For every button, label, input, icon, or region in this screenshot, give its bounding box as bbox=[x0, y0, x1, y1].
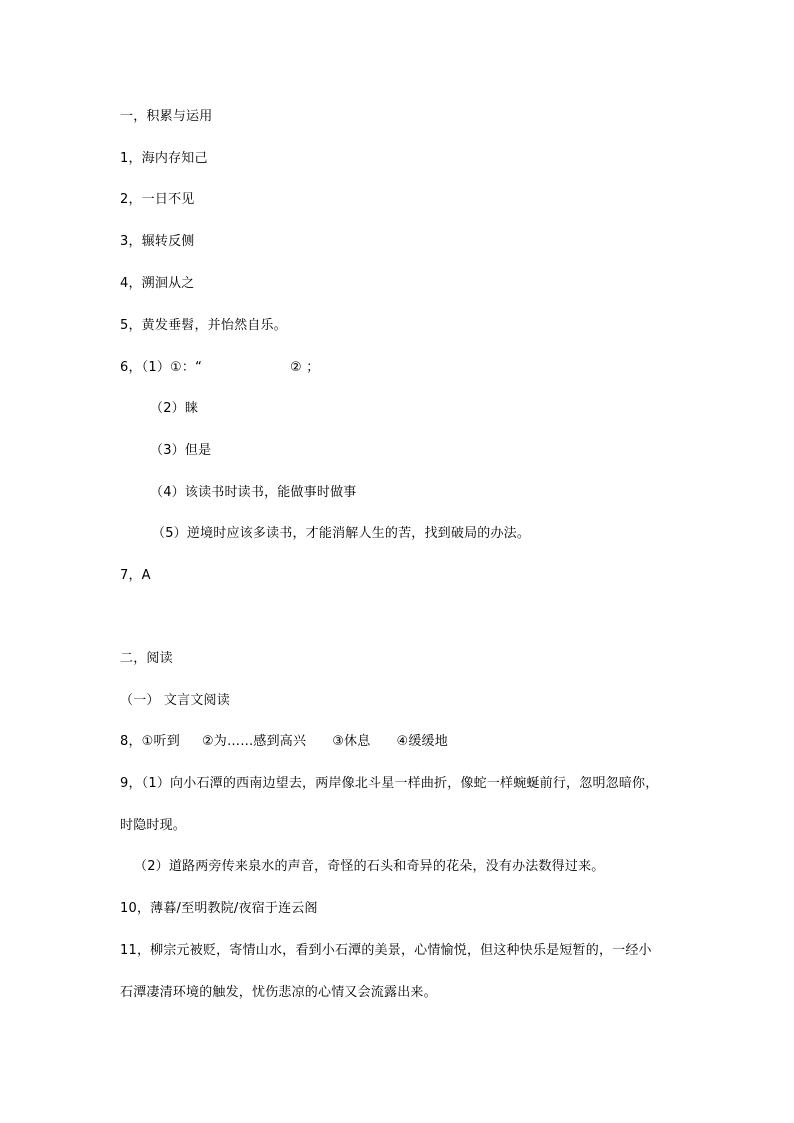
answer-8-c: ③休息 bbox=[332, 734, 371, 749]
section-heading-reading: 二，阅读 bbox=[120, 651, 173, 666]
answer-4: 4，溯洄从之 bbox=[120, 276, 195, 291]
answer-8-b: ②为……感到高兴 bbox=[201, 734, 307, 749]
answer-9-part-1-continued: 时隐时现。 bbox=[120, 818, 187, 833]
answer-6-part-4: （4）该读书时读书，能做事时做事 bbox=[150, 485, 357, 500]
answer-8-d: ④缓缓地 bbox=[396, 734, 448, 749]
answer-8-a: 8，①听到 bbox=[120, 734, 180, 749]
subsection-heading-classical: （一） 文言文阅读 bbox=[120, 693, 230, 708]
answer-6-part-1-a: 6，（1）①：“ bbox=[120, 360, 203, 375]
answer-10: 10，薄暮/至明教院/夜宿于连云阁 bbox=[120, 901, 318, 916]
answer-5: 5，黄发垂髫，并怡然自乐。 bbox=[120, 318, 287, 333]
answer-2: 2，一日不见 bbox=[120, 192, 195, 207]
answer-8 bbox=[120, 733, 448, 751]
answer-11-line-1: 11，柳宗元被贬，寄情山水，看到小石潭的美景，心情愉悦，但这种快乐是短暂的，一经小 bbox=[120, 943, 652, 958]
section-heading-accumulation: 一，积累与运用 bbox=[120, 109, 213, 124]
answer-7: 7，A bbox=[120, 568, 151, 583]
answer-6-part-5: （5）逆境时应该多读书，才能消解人生的苦，找到破局的办法。 bbox=[152, 526, 531, 541]
answer-6-part-2: （2）睐 bbox=[150, 401, 199, 416]
answer-9-part-1: 9，（1）向小石潭的西南边望去，两岸像北斗星一样曲折，像蛇一样蜿蜒前行，忽明忽暗你， bbox=[120, 776, 659, 791]
answer-6-part-1-b: ② ； bbox=[290, 360, 320, 375]
answer-6-part-1 bbox=[120, 359, 319, 377]
answer-6-part-3: （3）但是 bbox=[150, 443, 212, 458]
answer-3: 3，辗转反侧 bbox=[120, 234, 195, 249]
answer-11-line-2: 石潭凄清环境的触发，忧伤悲凉的心情又会流露出来。 bbox=[120, 985, 437, 1000]
answer-9-part-2: （2）道路两旁传来泉水的声音，奇怪的石头和奇异的花朵，没有办法数得过来。 bbox=[134, 859, 605, 874]
answer-1: 1，海内存知己 bbox=[120, 151, 208, 166]
